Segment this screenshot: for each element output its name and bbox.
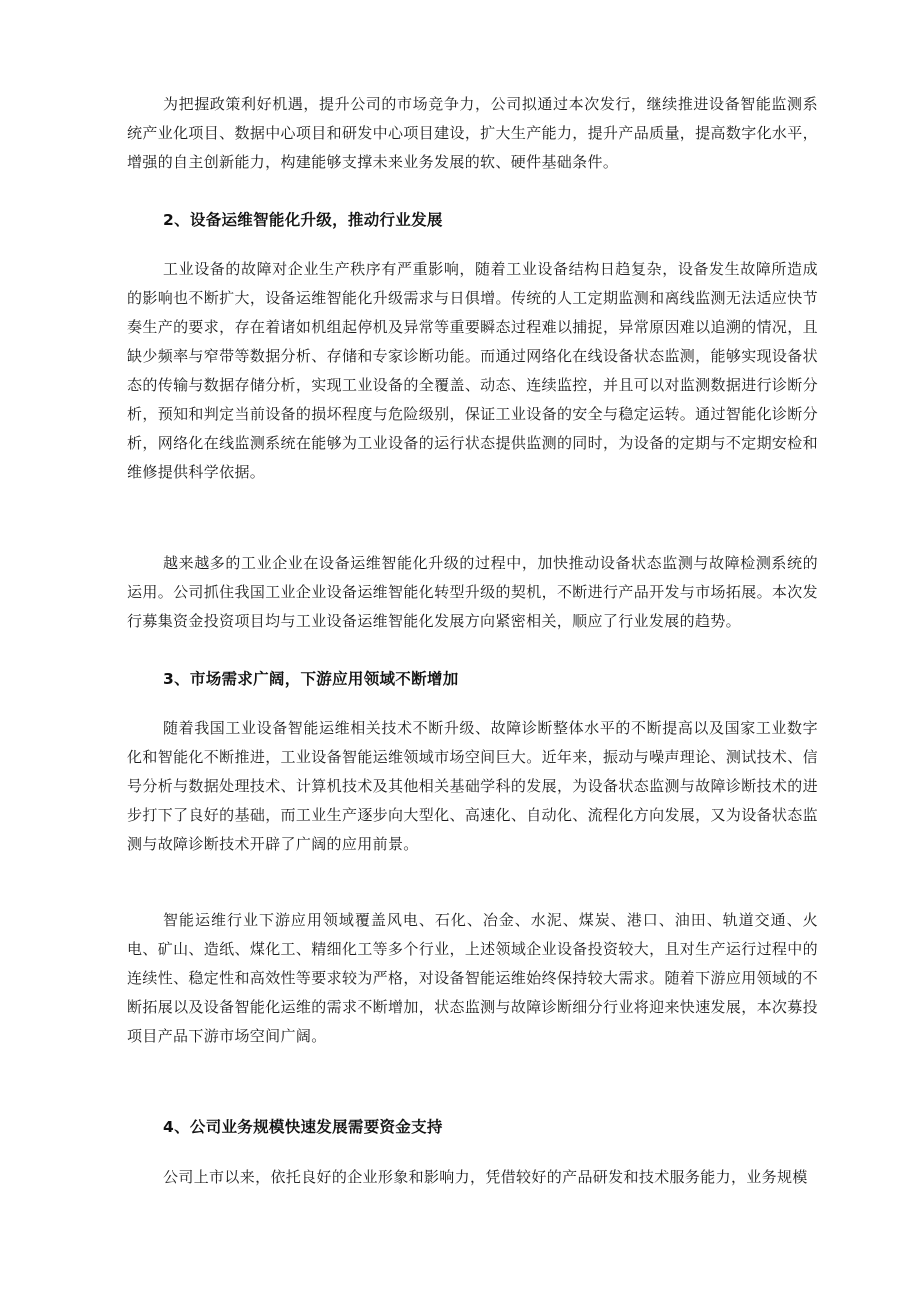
section-4-number: 4、 <box>163 1118 190 1136</box>
section-3-heading <box>163 667 459 691</box>
section-4-paragraph-1: 公司上市以来，依托良好的企业形象和影响力，凭借较好的产品研发和技术服务能力，业务规模 <box>163 1168 808 1186</box>
section-3-paragraph-2: 智能运维行业下游应用领域覆盖风电、石化、冶金、水泥、煤炭、港口、油田、轨道交通、火电、矿山、造纸、煤化工、精细化工等多个行业，上述领域企业设备投资较大，且对生产运行过程中的连续性、稳定性和高效性等要求较为严格，对设备智能运维始终保持较大需求。随着下游应用领域的不断拓展以及设备智能化运维的需求不断增加，状态监测与故障诊断细分行业将迎来快速发展，本次募投项目产品下游市场空间广阔。 <box>127 911 818 1045</box>
section-3-number: 3、 <box>163 670 190 688</box>
intro-paragraph: 为把握政策利好机遇，提升公司的市场竞争力，公司拟通过本次发行，继续推进设备智能监测系统产业化项目、数据中心项目和研发中心项目建设，扩大生产能力，提升产品质量，提高数字化水平，增强的自主创新能力，构建能够支撑未来业务发展的软、硬件基础条件。 <box>127 95 818 171</box>
section-3-title: 市场需求广阔，下游应用领域不断增加 <box>189 670 459 688</box>
section-2-title: 设备运维智能化升级，推动行业发展 <box>189 211 443 229</box>
section-4-heading <box>163 1115 443 1139</box>
section-2-paragraph-2: 越来越多的工业企业在设备运维智能化升级的过程中，加快推动设备状态监测与故障检测系统的运用。公司抓住我国工业企业设备运维智能化转型升级的契机，不断进行产品开发与市场拓展。本次发行募集资金投资项目均与工业设备运维智能化发展方向紧密相关，顺应了行业发展的趋势。 <box>127 554 818 630</box>
section-4-title: 公司业务规模快速发展需要资金支持 <box>189 1118 443 1136</box>
section-2-paragraph-1: 工业设备的故障对企业生产秩序有严重影响，随着工业设备结构日趋复杂，设备发生故障所造成的影响也不断扩大，设备运维智能化升级需求与日俱增。传统的人工定期监测和离线监测无法适应快节奏生产的要求，存在着诸如机组起停机及异常等重要瞬态过程难以捕捉，异常原因难以追溯的情况，且缺少频率与窄带等数据分析、存储和专家诊断功能。而通过网络化在线设备状态监测，能够实现设备状态的传输与数据存储分析，实现工业设备的全覆盖、动态、连续监控，并且可以对监测数据进行诊断分析，预知和判定当前设备的损坏程度与危险级别，保证工业设备的安全与稳定运转。通过智能化诊断分析，网络化在线监测系统在能够为工业设备的运行状态提供监测的同时，为设备的定期与不定期安检和维修提供科学依据。 <box>127 260 818 481</box>
section-2-number: 2、 <box>163 211 190 229</box>
section-3-paragraph-1: 随着我国工业设备智能运维相关技术不断升级、故障诊断整体水平的不断提高以及国家工业数字化和智能化不断推进，工业设备智能运维领域市场空间巨大。近年来，振动与噪声理论、测试技术、信号分析与数据处理技术、计算机技术及其他相关基础学科的发展，为设备状态监测与故障诊断技术的进步打下了良好的基础，而工业生产逐步向大型化、高速化、自动化、流程化方向发展，又为设备状态监测与故障诊断技术开辟了广阔的应用前景。 <box>127 719 818 853</box>
section-2-heading <box>163 208 443 232</box>
